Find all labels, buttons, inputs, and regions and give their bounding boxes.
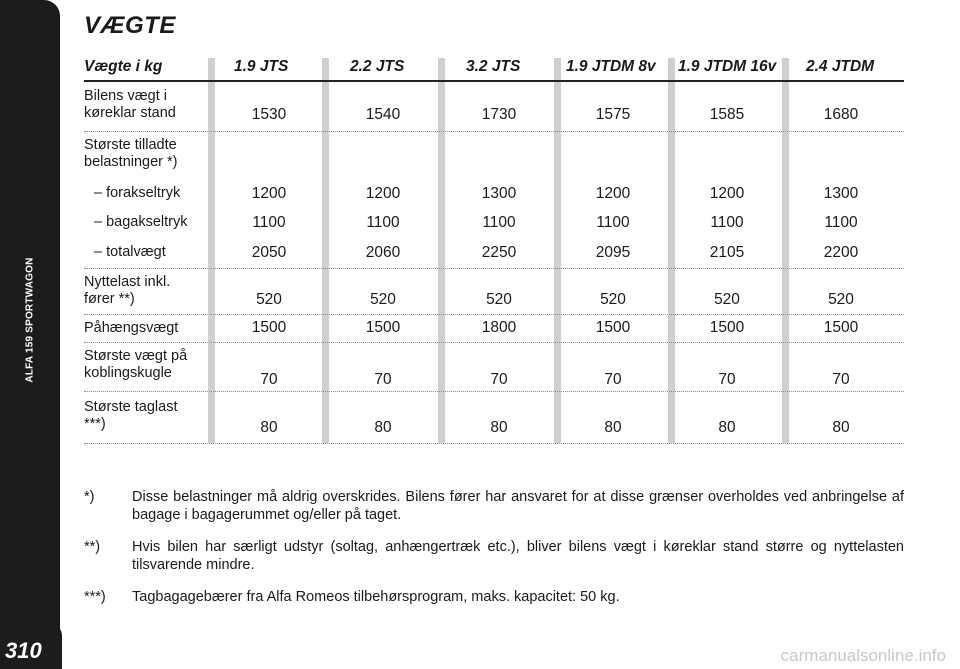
table-cell: 1200	[595, 185, 631, 202]
table-cell: 1500	[709, 319, 745, 336]
table-cell: 2250	[481, 244, 517, 261]
table-cell: 1500	[251, 319, 287, 336]
column-divider	[438, 58, 445, 443]
watermark: carmanualsonline.info	[780, 646, 946, 665]
table-cell: 70	[718, 371, 736, 388]
column-divider	[782, 58, 789, 443]
header-col: 1.9 JTDM 8v	[566, 58, 656, 75]
table-cell: 520	[370, 291, 396, 308]
table-cell: 1530	[251, 106, 287, 123]
footnote-text: Tagbagagebærer fra Alfa Romeos tilbehørsprogram, maks. kapacitet: 50 kg.	[132, 589, 620, 605]
table-cell: 1300	[481, 185, 517, 202]
row-separator	[84, 314, 904, 315]
column-divider	[668, 58, 675, 443]
header-col: 1.9 JTDM 16v	[678, 58, 777, 75]
table-cell: 1200	[709, 185, 745, 202]
table-cell: 1680	[823, 106, 859, 123]
table-cell: 1200	[251, 185, 287, 202]
table-cell: 70	[374, 371, 392, 388]
row-separator	[84, 391, 904, 392]
row-separator	[84, 342, 904, 343]
table-cell: 520	[256, 291, 282, 308]
table-cell: 80	[832, 419, 850, 436]
row-label: Bilens vægt i	[84, 88, 168, 104]
row-label: – forakseltryk	[94, 185, 181, 201]
table-cell: 70	[832, 371, 850, 388]
table-cell: 80	[260, 419, 278, 436]
table-cell: 80	[604, 419, 622, 436]
row-label: belastninger *)	[84, 154, 178, 170]
header-rule	[84, 80, 904, 82]
column-divider	[322, 58, 329, 443]
table-cell: 80	[490, 419, 508, 436]
header-col: 3.2 JTS	[466, 58, 521, 75]
table-cell: 1100	[252, 214, 286, 231]
row-label: Nyttelast inkl.	[84, 274, 171, 290]
column-divider	[208, 58, 215, 443]
table-cell: 1575	[595, 106, 631, 123]
table-cell: 80	[718, 419, 736, 436]
row-separator	[84, 443, 904, 444]
footnote-marker: ***)	[84, 589, 106, 605]
table-cell: 1100	[482, 214, 516, 231]
table-cell: 70	[604, 371, 622, 388]
column-divider	[554, 58, 561, 443]
row-label: køreklar stand	[84, 105, 176, 121]
table-cell: 520	[600, 291, 626, 308]
table-cell: 1585	[709, 106, 745, 123]
table-cell: 2105	[709, 244, 745, 261]
table-cell: 2095	[595, 244, 631, 261]
header-col: 1.9 JTS	[234, 58, 289, 75]
row-label: koblingskugle	[84, 365, 172, 381]
row-label: fører **)	[84, 291, 135, 307]
table-cell: 80	[374, 419, 392, 436]
sidebar-label: ALFA 159 SPORTWAGON	[24, 257, 36, 383]
table-cell: 2050	[251, 244, 287, 261]
footnote-marker: *)	[84, 489, 95, 505]
row-label: – bagakseltryk	[94, 214, 188, 230]
table-cell: 1100	[710, 214, 744, 231]
row-label: Største vægt på	[84, 348, 188, 364]
row-label: Påhængsvægt	[84, 320, 179, 336]
footnote-text: Hvis bilen har særligt udstyr (soltag, anhængertræk etc.), bliver bilens vægt i køreklar stand større og nyttelasten tilsvarende mindre.	[132, 539, 904, 573]
table-cell: 1300	[823, 185, 859, 202]
table-cell: 1200	[365, 185, 401, 202]
row-label: Største taglast	[84, 399, 178, 415]
page-title: VÆGTE	[84, 12, 176, 39]
table-cell: 1540	[365, 106, 401, 123]
table-cell: 1100	[596, 214, 630, 231]
table-cell: 1500	[595, 319, 631, 336]
table-cell: 1100	[366, 214, 400, 231]
table-cell: 70	[490, 371, 508, 388]
table-cell: 1500	[365, 319, 401, 336]
table-cell: 520	[714, 291, 740, 308]
header-col: 2.2 JTS	[350, 58, 405, 75]
row-separator	[84, 268, 904, 269]
row-label: ***)	[84, 416, 106, 432]
table-cell: 70	[260, 371, 278, 388]
header-col: 2.4 JTDM	[806, 58, 875, 75]
table-cell: 520	[486, 291, 512, 308]
table-cell: 1500	[823, 319, 859, 336]
row-separator	[84, 131, 904, 132]
header-weights: Vægte i kg	[84, 58, 163, 75]
row-label: – totalvægt	[94, 244, 166, 260]
footnote-text: Disse belastninger må aldrig overskrides. Bilens fører har ansvaret for at disse grænser overholdes ved anbringelse af bagage i bagagerummet og/eller på taget.	[132, 489, 904, 523]
table-cell: 2060	[365, 244, 401, 261]
page-number: 310	[5, 638, 42, 663]
row-label: Største tilladte	[84, 137, 177, 153]
table-cell: 2200	[823, 244, 859, 261]
table-cell: 520	[828, 291, 854, 308]
table-cell: 1800	[481, 319, 517, 336]
table-cell: 1730	[481, 106, 517, 123]
footnote-marker: **)	[84, 539, 101, 555]
table-cell: 1100	[824, 214, 858, 231]
